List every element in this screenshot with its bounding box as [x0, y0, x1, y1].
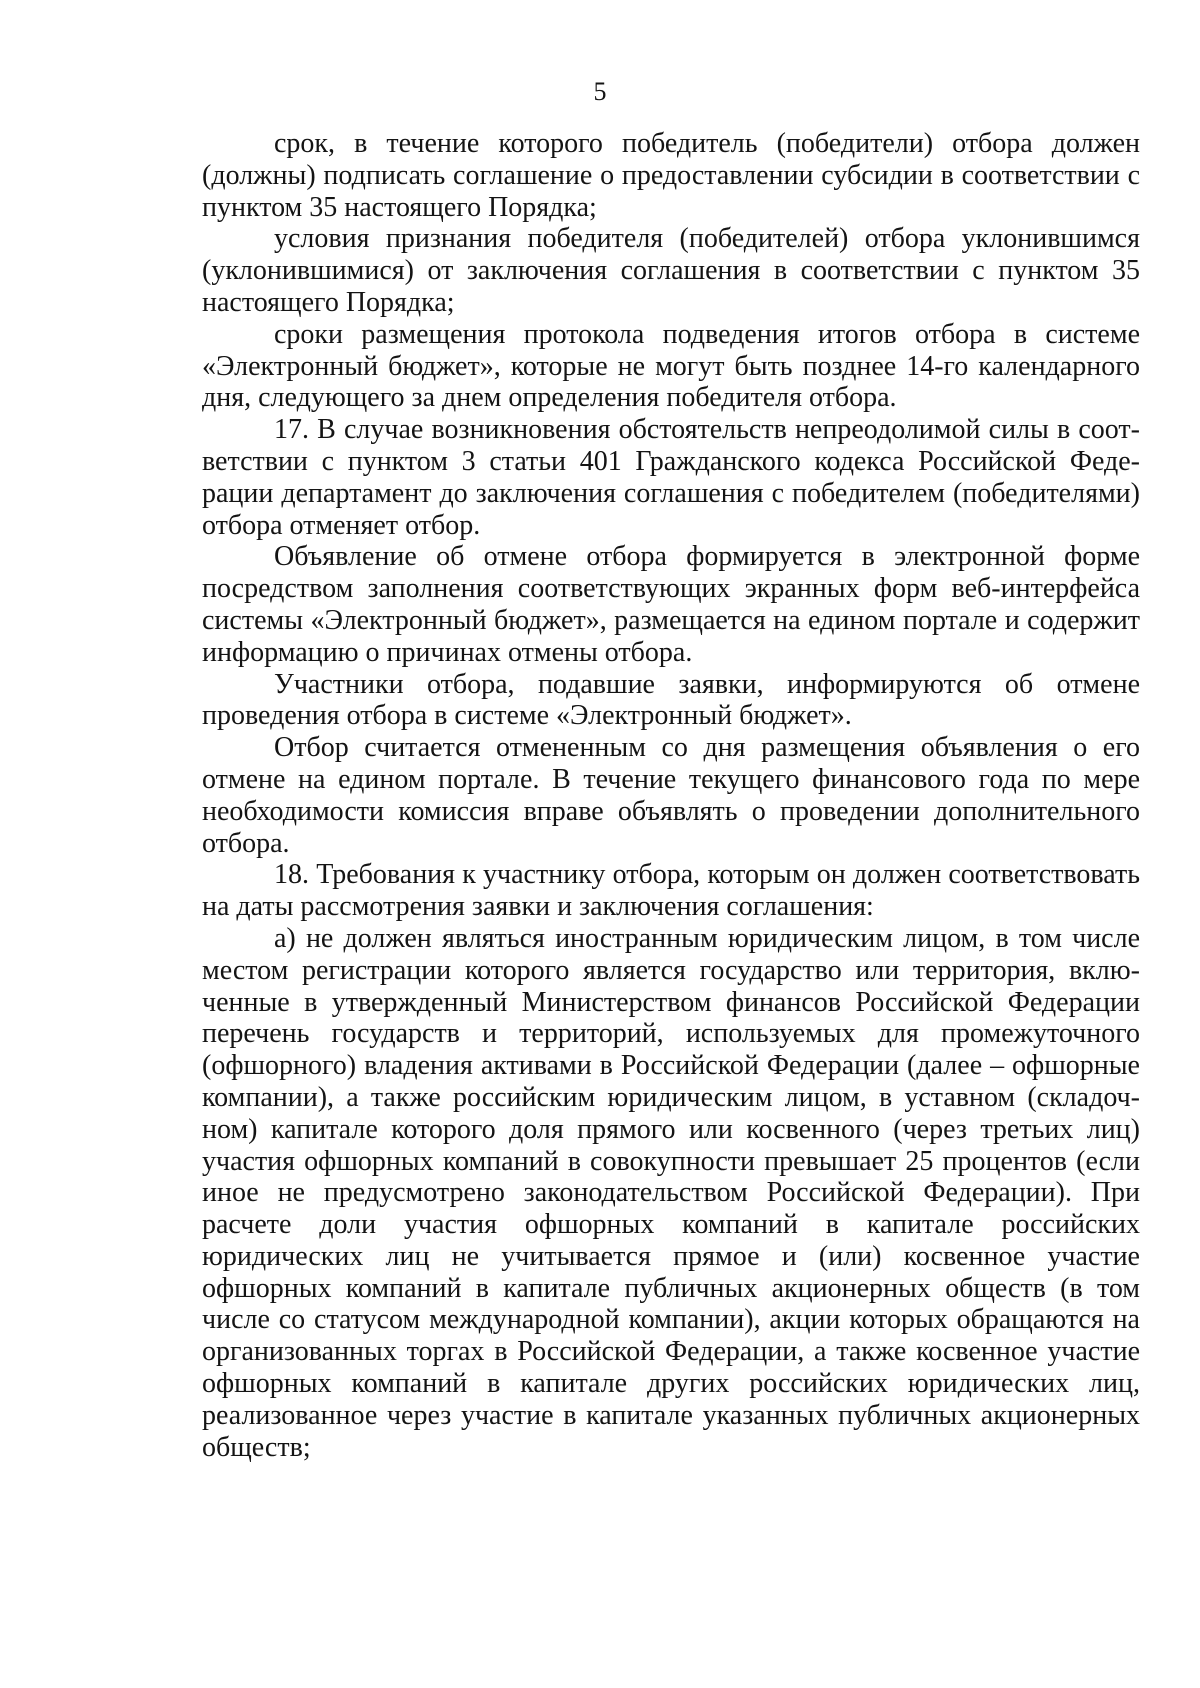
paragraph-evasion-conditions: условия признания победителя (победителей) отбора уклонившимся (уклонившимися) от заключения соглашения в соответствии с пунктом 35 настоящего Порядка; — [202, 223, 1140, 318]
paragraph-cancellation-notice: Объявление об отмене отбора формируется в электронной форме посредством заполнения соответствующих экранных форм веб-интерфейса системы «Электронный бюджет», размещается на едином портале и содержит информацию о причинах отмены отбора. — [202, 541, 1140, 668]
paragraph-protocol-placement: сроки размещения протокола подведения итогов отбора в системе «Электронный бюджет», которые не могут быть позднее 14-го календарного дня, следующего за днем определения победителя отбора. — [202, 318, 1140, 414]
paragraph-signing-deadline: срок, в течение которого победитель (победители) отбора должен (должны) подписать соглашение о предоставлении субсидии в соответствии с пунктом 35 настоящего Порядка; — [202, 128, 1140, 223]
document-body — [202, 128, 1140, 1463]
paragraph-selection-cancelled: Отбор считается отмененным со дня размещения объявления о его отмене на едином портале. В течение текущего финансового года по мере необходимости комиссия вправе объявлять о проведении дополнительного отбора. — [202, 732, 1140, 859]
paragraph-participants-informed: Участники отбора, подавшие заявки, информируются об отмене проведения отбора в системе «Электронный бюджет». — [202, 668, 1140, 732]
page-number: 5 — [593, 77, 607, 106]
paragraph-17-force-majeure: 17. В случае возникновения обстоятельств непреодолимой силы в соответствии с пунктом 3 статьи 401 Гражданского кодекса Российской Федерации департамент до заключения соглашения с победителем (победителями) отбора отменяет отбор. — [202, 414, 1140, 541]
paragraph-18a-offshore: а) не должен являться иностранным юридическим лицом, в том числе местом регистрации которого является государство или территория, включенные в утвержденный Министерством финансов Российской Федерации перечень государств и территорий, используемых для промежуточного (офшорного) владения активами в Российской Федерации (далее – офшорные компании), а также российским юридическим лицом, в уставном (складочном) капитале которого доля прямого или косвенного (через третьих лиц) участия офшорных компаний в совокупности превышает 25 процентов (если иное не предусмотрено законодательством Российской Федерации). При расчете доли участия офшорных компаний в капитале российских юридических лиц не учитывается прямое и (или) косвенное участие офшорных компаний в капитале публичных акционерных обществ (в том числе со статусом международной компании), акции которых обращаются на организованных торгах в Российской Федерации, а также косвенное участие офшорных компаний в капитале других российских юридических лиц, реализованное через участие в капитале указанных публичных акционерных обществ; — [202, 922, 1140, 1463]
paragraph-18-requirements: 18. Требования к участнику отбора, которым он должен соответствовать на даты рассмотрения заявки и заключения соглашения: — [202, 859, 1140, 923]
